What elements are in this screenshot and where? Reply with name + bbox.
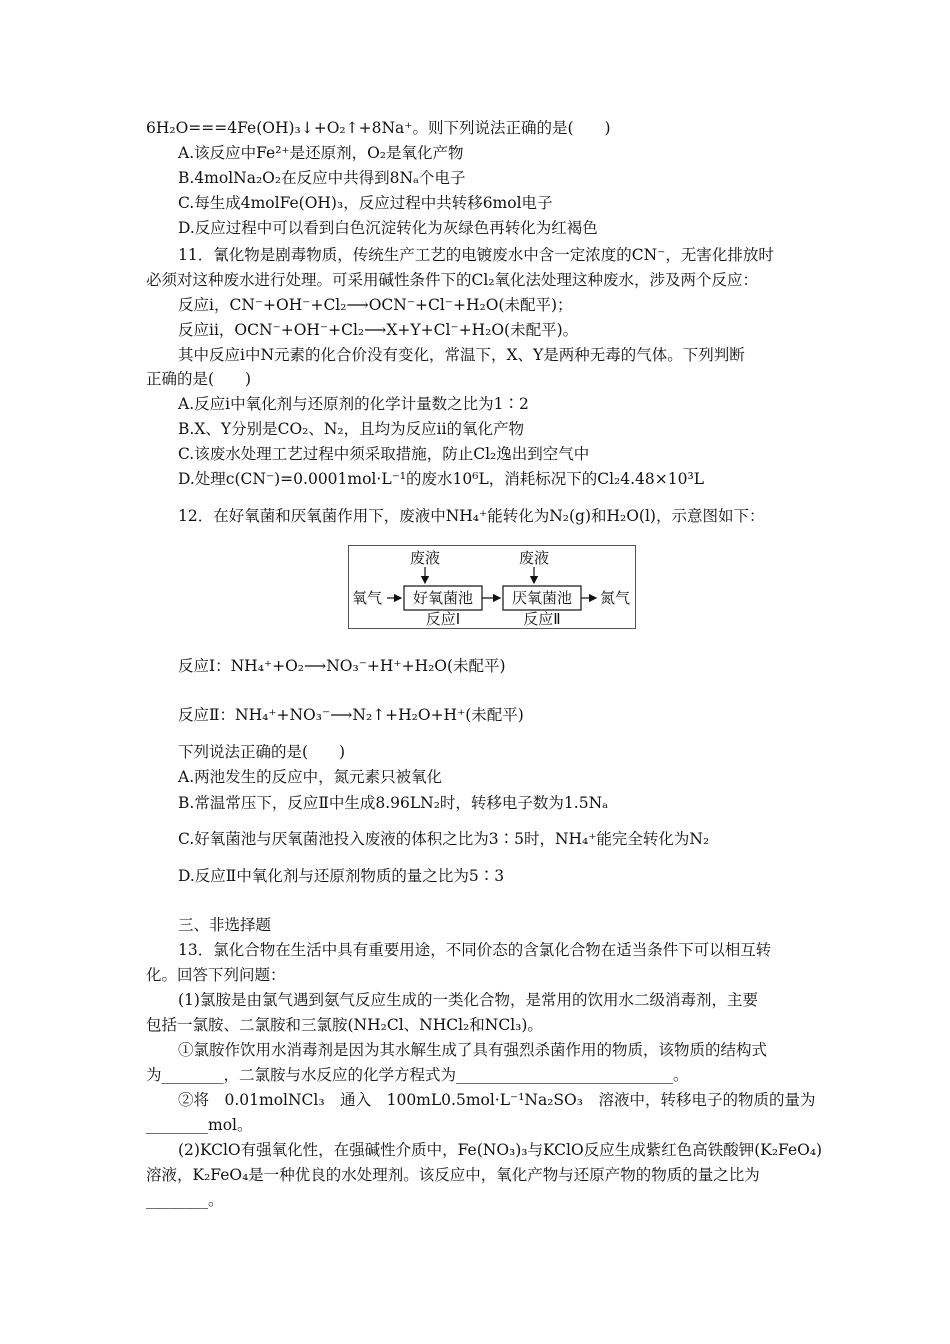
q10-stem-tail: 6H₂O===4Fe(OH)₃↓+O₂↑+8Na⁺。则下列说法正确的是( ) — [146, 119, 611, 137]
q10-option-b: B.4molNa₂O₂在反应中共得到8Nₐ个电子 — [178, 169, 466, 187]
reaction-2-caption: 反应Ⅱ — [523, 610, 561, 628]
q13-line2: 化。回答下列问题： — [146, 966, 286, 984]
q11-option-d: D.处理c(CN⁻)=0.0001mol·L⁻¹的废水10⁶L，消耗标况下的Cl₂4.48×10³L — [178, 470, 704, 488]
q10-option-c: C.每生成4molFe(OH)₃，反应过程中共转移6mol电子 — [178, 194, 553, 212]
q12-reaction-1: 反应Ⅰ：NH₄⁺+O₂⟶NO₃⁻+H⁺+H₂O(未配平) — [178, 657, 506, 675]
q12-question: 下列说法正确的是( ) — [178, 743, 346, 761]
q13-part1b-line1: ②将 0.01molNCl₃ 通入 100mL0.5mol·L⁻¹Na₂SO₃ 溶液中，转移电子的物质的量为 — [178, 1091, 816, 1109]
aerobic-pool-label: 好氧菌池 — [412, 589, 474, 607]
q11-reaction-2: 反应ⅱ，OCN⁻+OH⁻+Cl₂⟶X+Y+Cl⁻+H₂O(未配平)。 — [178, 321, 579, 339]
q11-option-a: A.反应ⅰ中氧化剂与还原剂的化学计量数之比为1∶2 — [178, 395, 529, 413]
q13-part2-line2: 溶液，K₂FeO₄是一种优良的水处理剂。该反应中，氧化产物与还原产物的物质的量之比为 — [146, 1166, 760, 1184]
q10-option-d: D.反应过程中可以看到白色沉淀转化为灰绿色再转化为红褐色 — [178, 219, 598, 237]
q13-line1: 13．氯化合物在生活中具有重要用途，不同价态的含氯化合物在适当条件下可以相互转 — [178, 941, 772, 959]
q13-part1-line1: (1)氯胺是由氯气遇到氨气反应生成的一类化合物，是常用的饮用水二级消毒剂，主要 — [178, 991, 758, 1009]
q11-stem-line1: 11．氰化物是剧毒物质，传统生产工艺的电镀废水中含一定浓度的CN⁻，无害化排放时 — [178, 246, 774, 264]
q11-option-b: B.X、Y分别是CO₂、N₂，且均为反应ⅱ的氧化产物 — [178, 420, 525, 438]
section-heading: 三、非选择题 — [178, 916, 272, 934]
anaerobic-pool-label: 厌氧菌池 — [511, 589, 573, 607]
q11-reaction-1: 反应ⅰ，CN⁻+OH⁻+Cl₂⟶OCN⁻+Cl⁻+H₂O(未配平)； — [178, 296, 573, 314]
nitrogen-output-label: 氮气 — [599, 589, 631, 607]
q12-option-d: D.反应Ⅱ中氧化剂与还原剂物质的量之比为5∶3 — [178, 867, 505, 885]
q12-option-b: B.常温常压下，反应Ⅱ中生成8.96LN₂时，转移电子数为1.5Nₐ — [178, 794, 609, 812]
q11-stem-line2: 必须对这种废水进行处理。可采用碱性条件下的Cl₂氧化法处理这种废水，涉及两个反应： — [146, 271, 759, 289]
q11-stem-line3: 其中反应ⅰ中N元素的化合价没有变化，常温下，X、Y是两种无毒的气体。下列判断 — [178, 346, 745, 364]
oxygen-input-label: 氧气 — [351, 589, 383, 607]
q10-option-a: A.该反应中Fe²⁺是还原剂，O₂是氧化产物 — [178, 144, 464, 162]
q13-part1a-line1: ①氯胺作饮用水消毒剂是因为其水解生成了具有强烈杀菌作用的物质，该物质的结构式 — [178, 1041, 768, 1059]
q12-option-a: A.两池发生的反应中，氮元素只被氧化 — [178, 768, 443, 786]
q12-option-c: C.好氧菌池与厌氧菌池投入废液的体积之比为3∶5时，NH₄⁺能完全转化为N₂ — [178, 830, 710, 848]
q12-stem: 12．在好氧菌和厌氧菌作用下，废液中NH₄⁺能转化为N₂(g)和H₂O(l)，示意图如下： — [178, 507, 765, 525]
q13-part1a-line2: 为________，二氯胺与水反应的化学方程式为____________________________。 — [146, 1066, 689, 1084]
q12-reaction-2: 反应Ⅱ：NH₄⁺+NO₃⁻⟶N₂↑+H₂O+H⁺(未配平) — [178, 706, 524, 724]
q11-stem-line4: 正确的是( ) — [146, 370, 252, 388]
feed-label-1: 废液 — [409, 549, 441, 567]
process-diagram — [348, 545, 636, 629]
q11-option-c: C.该废水处理工艺过程中须采取措施，防止Cl₂逸出到空气中 — [178, 445, 590, 463]
q13-part2-line1: (2)KClO有强氧化性，在强碱性介质中，Fe(NO₃)₃与KClO反应生成紫红色高铁酸钾(K₂FeO₄) — [178, 1141, 823, 1159]
feed-label-2: 废液 — [518, 549, 550, 567]
reaction-1-caption: 反应Ⅰ — [425, 610, 461, 628]
q13-part2-line3: ________。 — [146, 1191, 224, 1209]
q13-part1b-line2: ________mol。 — [146, 1116, 253, 1134]
q13-part1-line2: 包括一氯胺、二氯胺和三氯胺(NH₂Cl、NHCl₂和NCl₃)。 — [146, 1016, 543, 1034]
